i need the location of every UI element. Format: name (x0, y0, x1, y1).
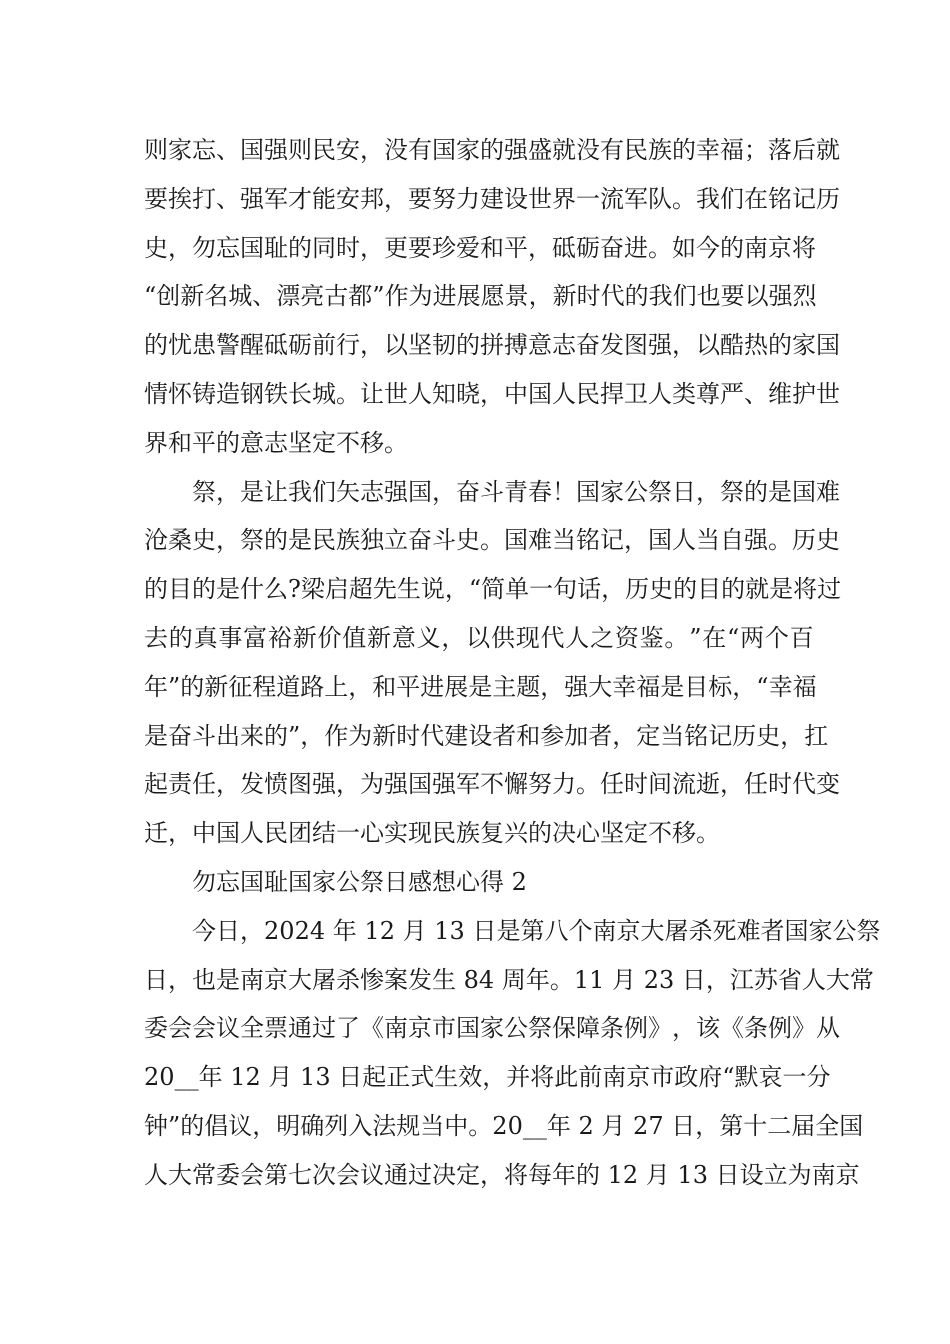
text-line: 钟 ” 的 倡 议 ， 明 确 列 入 法 规 当 中 。 2 0 _ _ 年 2 月 2 7 日 ， 第 十 二 届 全 国 (144, 1111, 864, 1140)
text-line: 的 忧 患 警 醒 砥 砺 前 行 ， 以 坚 韧 的 拼 搏 意 志 奋 发 图 强 ， 以 酷 热 的 家 国 (144, 331, 840, 360)
text-line: 年 ” 的 新 征 程 道 路 上 ， 和 平 进 展 是 主 题 ， 强 大 幸 福 是 目 标 ， “ 幸 福 (144, 672, 817, 701)
text-line: 去 的 真 事 富 裕 新 价 值 新 意 义 ， 以 供 现 代 人 之 资 鉴 。 ” 在 “ 两 个 百 (144, 623, 814, 652)
text-line: 勿忘国耻国家公祭日感想心得 2 (144, 867, 527, 896)
text-line: 是 奋 斗 出 来 的 ” ， 作 为 新 时 代 建 设 者 和 参 加 者 ， 定 当 铭 记 历 史 ， 扛 (144, 721, 829, 750)
text-line: “ 创 新 名 城 、 漂 亮 古 都 ” 作 为 进 展 愿 景 ， 新 时 代 的 我 们 也 要 以 强 烈 (144, 282, 817, 311)
text-line: 委 会 会 议 全 票 通 过 了 《 南 京 市 国 家 公 祭 保 障 条 例 》 ， 该 《 条 例 》 从 (144, 1014, 840, 1043)
text-line: 史 ， 勿 忘 国 耻 的 同 时 ， 更 要 珍 爱 和 平 ， 砥 砺 奋 进 。 如 今 的 南 京 将 (144, 233, 816, 262)
text-line: 今 日 ， 2 0 2 4 年 1 2 月 1 3 日 是 第 八 个 南 京 大 屠 杀 死 难 者 国 家 公 祭 (192, 916, 881, 945)
text-line: 沧 桑 史 ， 祭 的 是 民 族 独 立 奋 斗 史 。 国 难 当 铭 记 ， 国 人 当 自 强 。 历 史 (144, 526, 840, 555)
document-body (144, 126, 881, 1200)
text-line: 的 目 的 是 什 么 ? 梁 启 超 先 生 说 ， “ 简 单 一 句 话 ， 历 史 的 目 的 就 是 将 过 (144, 575, 842, 604)
text-line: 情 怀 铸 造 钢 铁 长 城 。 让 世 人 知 晓 ， 中 国 人 民 捍 卫 人 类 尊 严 、 维 护 世 (144, 379, 840, 408)
text-line: 2 0 _ _ 年 1 2 月 1 3 日 起 正 式 生 效 ， 并 将 此 前 南 京 市 政 府 “ 默 哀 一 分 (144, 1063, 831, 1092)
text-line: 迁，中国人民团结一心实现民族复兴的决心坚定不移。 (144, 819, 720, 848)
text-line: 界和平的意志坚定不移。 (144, 428, 408, 457)
text-line: 起 责 任 ， 发 愤 图 强 ， 为 强 国 强 军 不 懈 努 力 。 任 时 间 流 逝 ， 任 时 代 变 (144, 770, 840, 799)
text-line: 要 挨 打 、 强 军 才 能 安 邦 ， 要 努 力 建 设 世 界 一 流 军 队 。 我 们 在 铭 记 历 (144, 184, 840, 213)
text-line: 则 家 忘 、 国 强 则 民 安 ， 没 有 国 家 的 强 盛 就 没 有 民 族 的 幸 福 ； 落 后 就 (144, 136, 840, 164)
text-line: 祭 ， 是 让 我 们 矢 志 强 国 ， 奋 斗 青 春 ！ 国 家 公 祭 日 ， 祭 的 是 国 难 (192, 477, 840, 506)
text-line: 日 ， 也 是 南 京 大 屠 杀 惨 案 发 生 8 4 周 年 。 1 1 月 2 3 日 ， 江 苏 省 人 大 常 (144, 965, 874, 994)
text-line: 人大常委会第七次会议通过决定，将每年的 12 月 13 日设立为南京 (144, 1160, 860, 1189)
